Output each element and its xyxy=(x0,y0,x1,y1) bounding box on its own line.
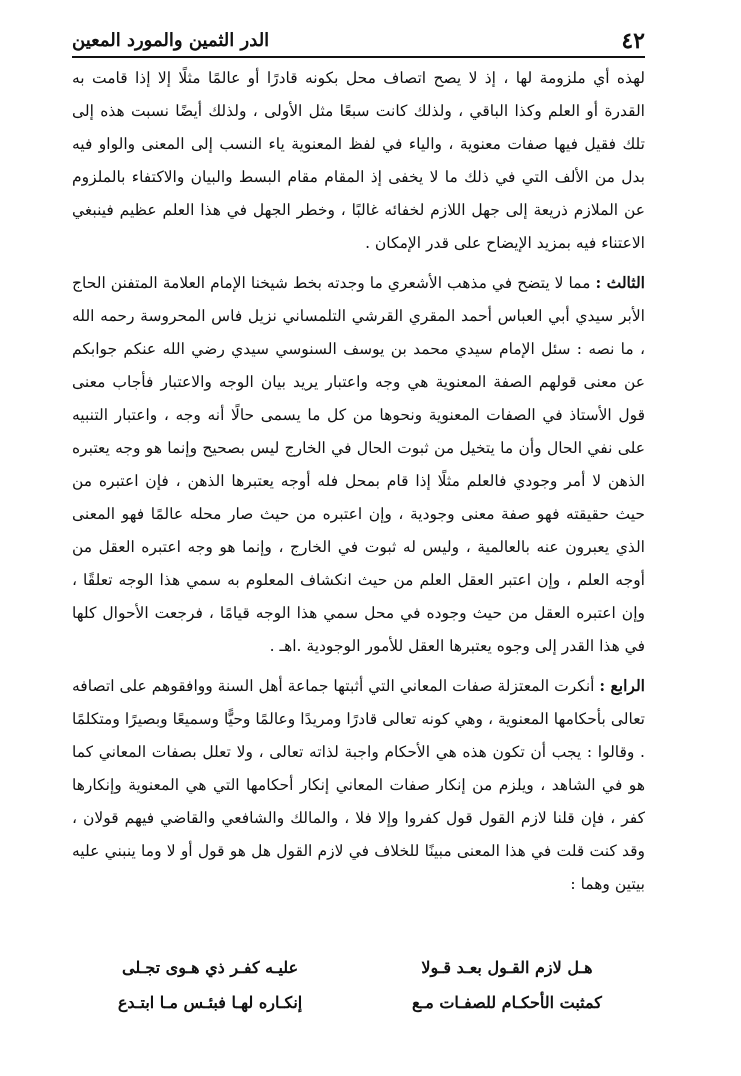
paragraph-fourth-point xyxy=(72,669,645,901)
paragraph-third-point xyxy=(72,266,645,663)
verse-first-hemistich: كمثبت الأحكـام للصفـات مـع xyxy=(412,993,602,1012)
paragraph-text: أنكرت المعتزلة صفات المعاني التي أثبتها جماعة أهل السنة ووافقوهم على اتصافه تعالى بأحكامها المعنوية ، وهي كونه تعالى قادرًا ومريدًا وعالمًا وحيًّا وسميعًا وبصيرًا ومتكلمًا . وقالوا : يجب أن تكون هذه هي الأحكام واجبة لذاته تعالى ، ولا تعلل بصفات المعاني كما هو في الشاهد ، ويلزم من إنكار صفات المعاني إنكار أحكامها التي هي المعنوية وإنكارها كفر ، فإن قلنا لازم القول قول كفروا وإلا فلا ، والمالك والشافعي والقاضي فيهم قولان ، وقد كنت قلت في هذا المعنى مبينًا للخلاف في لازم القول هل هو قول أو لا وما ينبني عليه بيتين وهما : xyxy=(72,677,645,893)
poem-verse xyxy=(72,988,645,1018)
paragraph-heading: الرابع : xyxy=(599,676,645,695)
verse-first-hemistich: هـل لازم القـول بعـد قـولا xyxy=(421,958,593,977)
book-title: الدر الثمين والمورد المعين xyxy=(72,30,270,51)
running-header xyxy=(72,24,645,58)
verse-second-hemistich: إنكـاره لهـا فبئـس مـا ابتـدع xyxy=(117,993,303,1012)
page-number: ٤٢ xyxy=(621,28,645,54)
paragraph-heading: الثالث : xyxy=(595,273,645,292)
paragraph-text: لهذه أي ملزومة لها ، إذ لا يصح اتصاف محل بكونه قادرًا أو عالمًا مثلًا إلا إذا قامت به القدرة أو العلم وكذا الباقي ، ولذلك كانت سبعًا مثل الأولى ، ولذلك أيضًا نسبت هذه إلى تلك فقيل فيها صفات معنوية ، والياء في لفظ المعنوية ياء النسب إلى المعنى والواو فيه بدل من الألف التي في ذلك ما لا يخفى إذ المقام مقام البسط والبيان والاكتفاء بالملزوم عن الملازم ذريعة إلى جهل اللازم لخفائه غالبًا ، وخطر الجهل في هذا العلم عظيم فينبغي الاعتناء فيه بمزيد الإيضاح على قدر الإمكان . xyxy=(72,69,645,252)
paragraph-continuation xyxy=(72,62,645,260)
body-text xyxy=(72,62,645,901)
paragraph-text: مما لا يتضح في مذهب الأشعري ما وجدته بخط شيخنا الإمام العلامة المتفنن الحاج الأبر سيدي أبي العباس أحمد المقري القرشي التلمساني نزيل فاس المحروسة رحمه الله ، ما نصه : سئل الإمام سيدي محمد بن يوسف السنوسي سيدي رضي الله عنكم جوابكم عن معنى قولهم الصفة المعنوية هي وجه واعتبار يريد بيان الوجه والاعتبار فأجاب معنى قول الأستاذ في الصفات المعنوية ونحوها من كل ما يسمى حالًا أنه وجه ، واعتبار التنبيه على نفي الحال وأن ما يتخيل من ثبوت الحال في الخارج ليس بصحيح وإنما هو وجه يعتبره الذهن لا أمر وجودي فالعلم مثلًا إذا قام بمحل فله أوجه يعتبرها الذهن ، فإن اعتبره من حيث حقيقته فهو صفة معنى وجودية ، وإن اعتبره من حيث صار محله عالمًا فهو المعنى الذي يعبرون عنه بالعالمية ، وليس له ثبوت في الخارج ، وإنما هو وجه اعتبره العقل من أوجه العلم ، وإن اعتبر العقل العلم من حيث انكشاف المعلوم به سمي هذا الوجه تعلقًا ، وإن اعتبره العقل من حيث وجوده في محل سمي هذا الوجه قيامًا ، فرجعت الأحوال كلها في هذا القدر إلى وجوه يعتبرها العقل للأمور الوجودية .اهـ . xyxy=(72,274,645,655)
verse-second-hemistich: عليـه كفـر ذي هـوى تجـلى xyxy=(122,958,299,977)
poem-verse xyxy=(72,953,645,983)
